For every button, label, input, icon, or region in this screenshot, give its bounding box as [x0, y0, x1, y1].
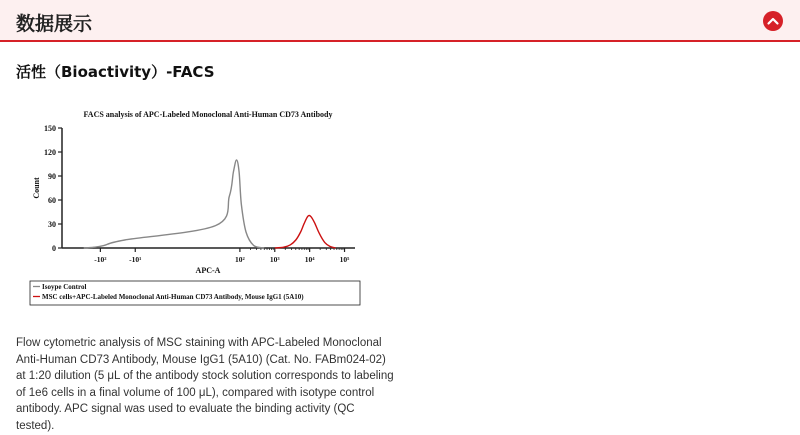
chart-title: FACS analysis of APC-Labeled Monoclonal Anti-Human CD73 Antibody: [83, 110, 333, 119]
y-tick-label: 90: [48, 172, 56, 181]
facs-chart-svg: [0, 95, 400, 310]
y-tick-label: 30: [48, 220, 56, 229]
y-axis-label: Count: [32, 177, 41, 199]
x-tick-label: 10⁵: [339, 255, 350, 264]
series-line-isotype: [84, 160, 265, 248]
y-axis: [44, 124, 62, 253]
bioactivity-title: 活性（Bioactivity）-FACS: [16, 63, 215, 81]
series-line-cd73: [275, 215, 336, 248]
series-lines: [84, 160, 336, 248]
collapse-button[interactable]: [763, 11, 783, 31]
legend: [30, 281, 360, 305]
chevron-up-icon: [763, 11, 783, 31]
y-tick-label: 150: [44, 124, 56, 133]
section-header-title: 数据展示: [16, 13, 93, 35]
x-axis-label: APC-A: [195, 266, 221, 275]
x-tick-label: 10³: [269, 255, 280, 264]
x-tick-label: -10²: [94, 255, 107, 264]
x-tick-label: 10⁴: [304, 255, 315, 264]
legend-label: Isoype Control: [42, 283, 87, 291]
chart-description: Flow cytometric analysis of MSC staining with APC-Labeled Monoclonal Anti-Human CD73 Antibody, Mouse IgG1 (5A10) (Cat. No. FABm024-02) at 1:20 dilution (5 μL of the antibody stock solution corresponds to labeling of 1e6 cells in a final volume of 100 μL), compared with isotype control antibody. APC signal was used to evaluate the binding activity (QC tested).: [16, 337, 394, 432]
y-tick-label: 120: [44, 148, 56, 157]
x-tick-label: 10²: [235, 255, 245, 264]
section-header: [0, 0, 800, 42]
facs-chart: [0, 95, 400, 310]
x-axis: [62, 248, 355, 264]
y-tick-label: 0: [52, 244, 56, 253]
x-tick-label: -10¹: [129, 255, 142, 264]
legend-label: MSC cells+APC-Labeled Monoclonal Anti-Human CD73 Antibody, Mouse IgG1 (5A10): [42, 293, 304, 301]
y-tick-label: 60: [48, 196, 56, 205]
